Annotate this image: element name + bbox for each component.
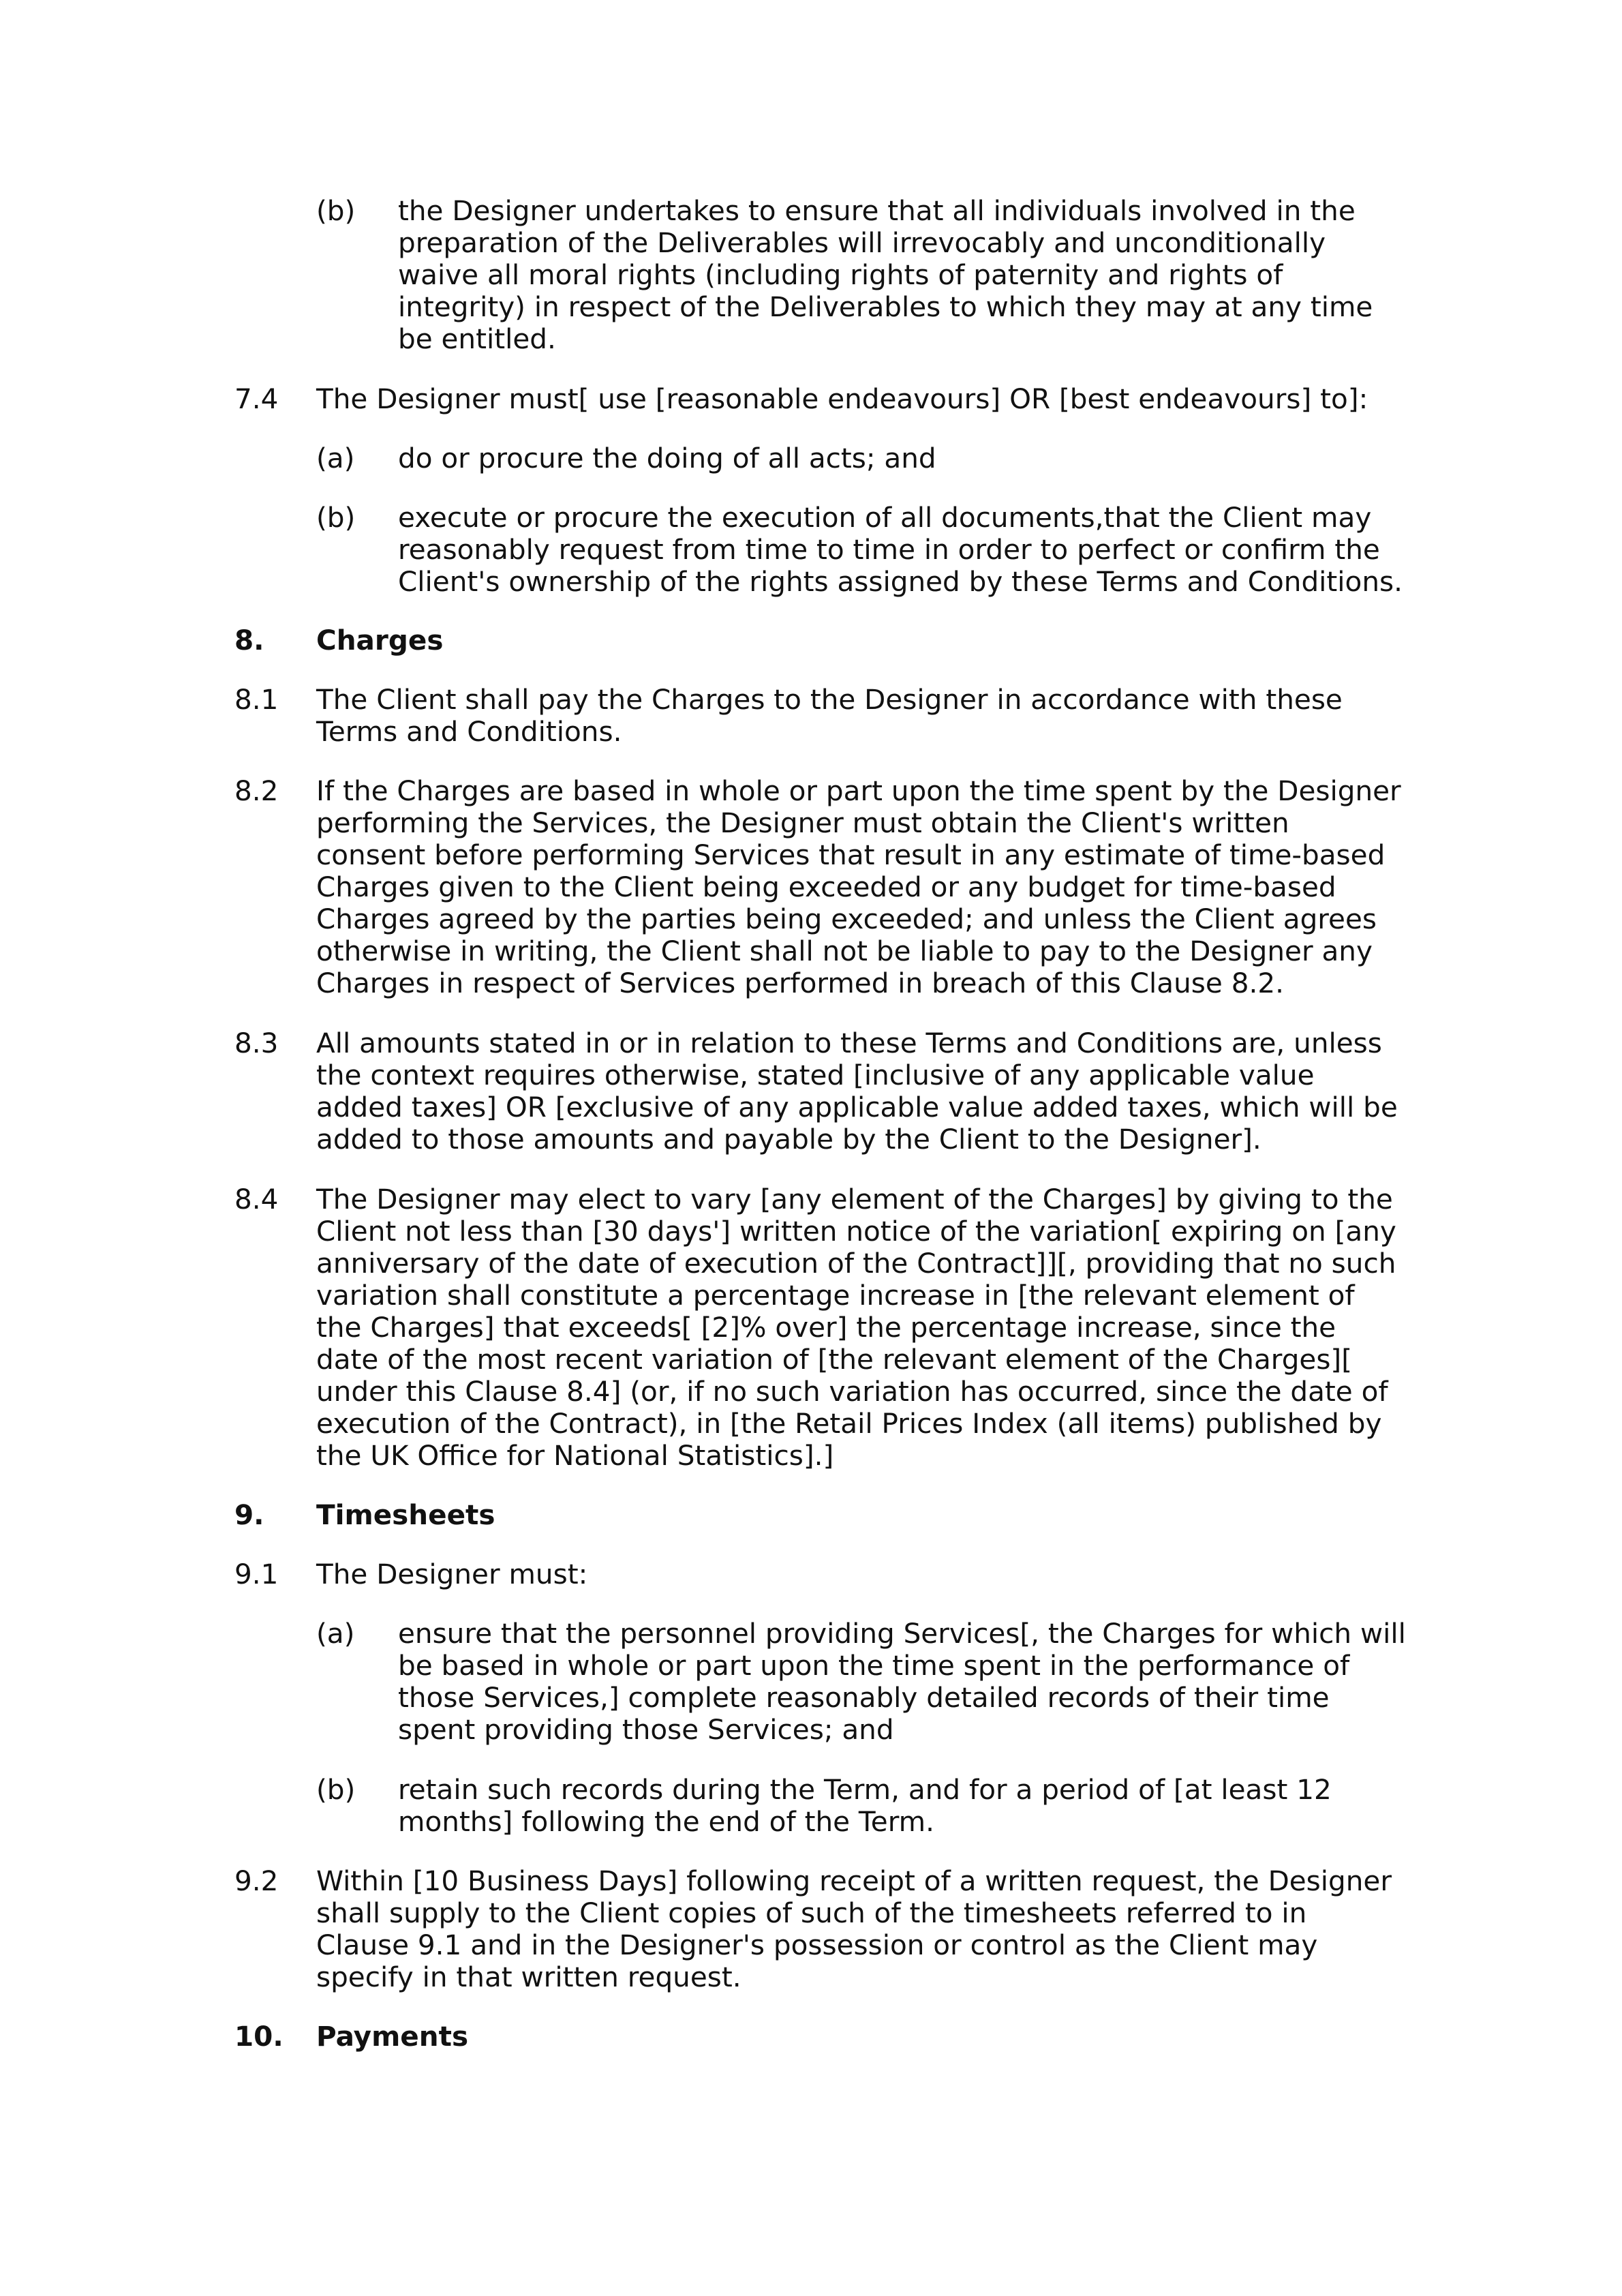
clause-7-4-a xyxy=(316,442,1407,474)
clause-8-1 xyxy=(234,684,1407,748)
section-number: 10. xyxy=(234,2020,284,2053)
section-heading-timesheets xyxy=(234,1499,1407,1531)
section-heading-payments xyxy=(234,2021,1407,2053)
clause-text: The Client shall pay the Charges to the Designer in accordance with these Terms and Conditions. xyxy=(316,683,1343,748)
clause-number: (a) xyxy=(316,1617,355,1650)
clause-7-3-b xyxy=(316,195,1407,355)
clause-text: The Designer may elect to vary [any element of the Charges] by giving to the Client not less than [30 days'] written notice of the variation[ expiring on [any anniversary of the date of execution of the Contract]][, providing that no such variation shall constitute a percentage increase in [the relevant element of the Charges] that exceeds[ [2]% over] the percentage increase, since the date of the most recent variation of [the relevant element of the Charges][ under this Clause 8.4] (or, if no such variation has occurred, since the date of execution of the Contract), in [the Retail Prices Index (all items) published by the UK Office for National Statistics].] xyxy=(316,1183,1396,1472)
clause-text: Within [10 Business Days] following receipt of a written request, the Designer shall supply to the Client copies of such of the timesheets referred to in Clause 9.1 and in the Designer's possession or control as the Client may specify in that written request. xyxy=(316,1864,1392,1993)
section-number: 9. xyxy=(234,1498,264,1531)
clause-9-1-b xyxy=(316,1774,1407,1838)
clause-text: ensure that the personnel providing Services[, the Charges for which will be based in whole or part upon the time spent in the performance of those Services,] complete reasonably detailed records of their time spent providing those Services; and xyxy=(398,1617,1406,1746)
clause-number: 8.3 xyxy=(234,1027,279,1059)
clause-number: 9.1 xyxy=(234,1558,279,1590)
clause-9-2 xyxy=(234,1865,1407,1993)
clause-7-4 xyxy=(234,383,1407,415)
section-title: Timesheets xyxy=(316,1498,495,1531)
clause-number: 8.4 xyxy=(234,1183,279,1215)
clause-number: 8.2 xyxy=(234,774,279,807)
clause-8-2 xyxy=(234,775,1407,999)
clause-number: (b) xyxy=(316,1773,356,1806)
clause-text: the Designer undertakes to ensure that all individuals involved in the preparation of the Deliverables will irrevocably and unconditionally waive all moral rights (including rights of paternity and rights of integrity) in respect of the Deliverables to which they may at any time be entitled. xyxy=(398,194,1373,355)
clause-7-4-b xyxy=(316,502,1407,598)
clause-text: All amounts stated in or in relation to these Terms and Conditions are, unless the context requires otherwise, stated [inclusive of any applicable value added taxes] OR [exclusive of any applicable value added taxes, which will be added to those amounts and payable by the Client to the Designer]. xyxy=(316,1027,1398,1155)
clause-text: retain such records during the Term, and for a period of [at least 12 months] following the end of the Term. xyxy=(398,1773,1332,1838)
clause-number: (a) xyxy=(316,442,355,474)
clause-number: 7.4 xyxy=(234,382,279,415)
clause-number: 9.2 xyxy=(234,1864,279,1897)
section-title: Payments xyxy=(316,2020,469,2053)
clause-8-4 xyxy=(234,1183,1407,1472)
clause-number: 8.1 xyxy=(234,683,279,716)
section-number: 8. xyxy=(234,624,264,656)
clause-9-1-a xyxy=(316,1618,1407,1746)
clause-text: If the Charges are based in whole or part upon the time spent by the Designer performing the Services, the Designer must obtain the Client's written consent before performing Services that result in any estimate of time-based Charges given to the Client being exceeded or any budget for time-based Charges agreed by the parties being exceeded; and unless the Client agrees otherwise in writing, the Client shall not be liable to pay to the Designer any Charges in respect of Services performed in breach of this Clause 8.2. xyxy=(316,774,1401,999)
clause-8-3 xyxy=(234,1027,1407,1155)
clause-9-1 xyxy=(234,1558,1407,1590)
section-title: Charges xyxy=(316,624,444,656)
clause-text: The Designer must[ use [reasonable endeavours] OR [best endeavours] to]: xyxy=(316,382,1368,415)
section-heading-charges xyxy=(234,624,1407,656)
clause-number: (b) xyxy=(316,501,356,534)
clause-number: (b) xyxy=(316,194,356,227)
clause-text: execute or procure the execution of all documents,that the Client may reasonably request from time to time in order to perfect or confirm the Client's ownership of the rights assigned by these Terms and Conditions. xyxy=(398,501,1403,598)
clause-text: The Designer must: xyxy=(316,1558,588,1590)
clause-text: do or procure the doing of all acts; and xyxy=(398,442,936,474)
